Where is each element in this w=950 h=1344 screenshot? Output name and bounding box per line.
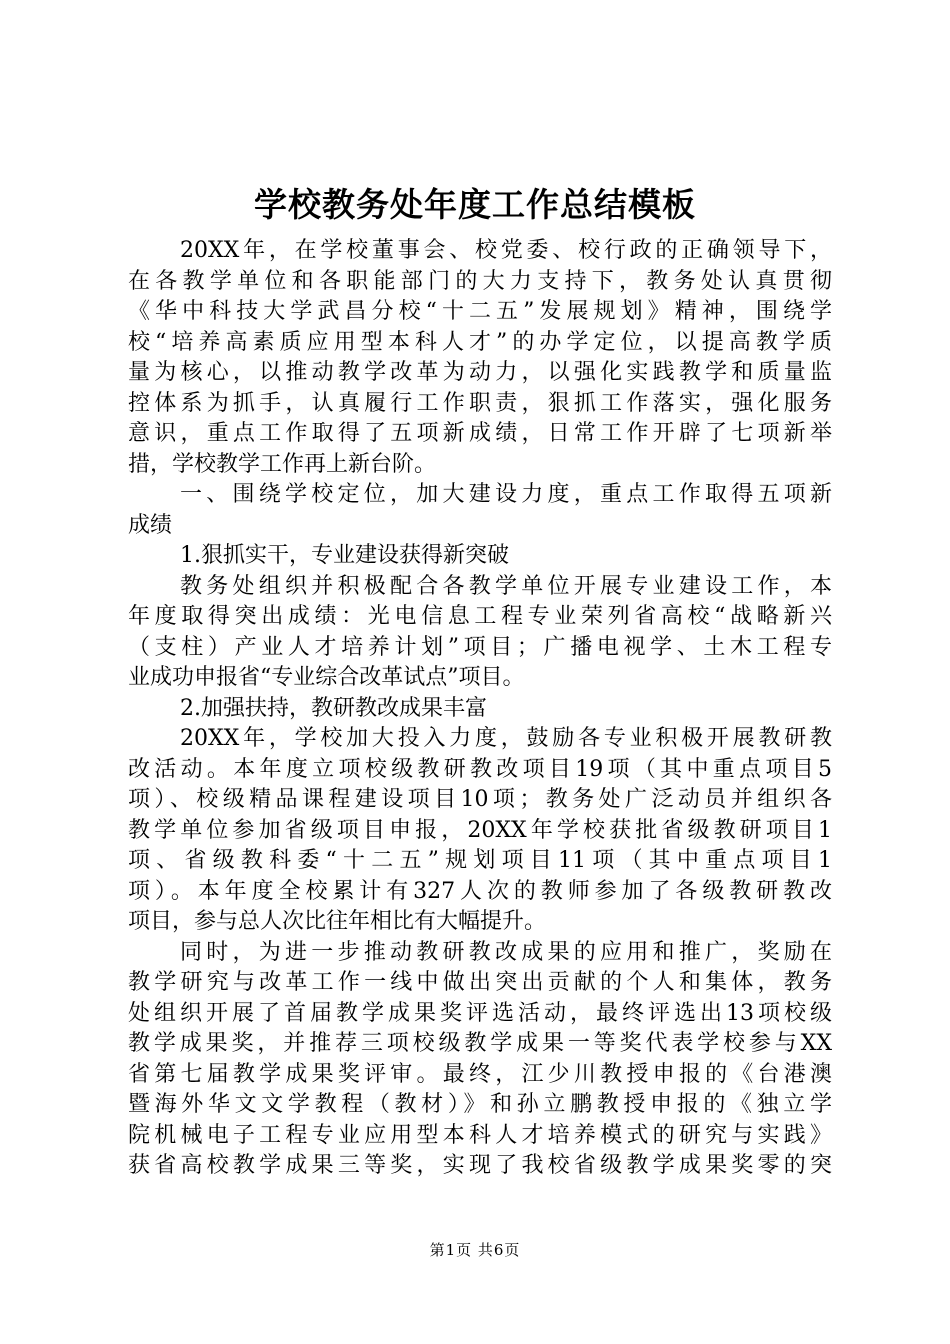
body-line: 同时，为进一步推动教研教改成果的应用和推广，奖励在 (180, 939, 832, 965)
body-line: 处组织开展了首届教学成果奖评选活动，最终评选出13项校级 (128, 1000, 832, 1026)
body-line: 20XX年，在学校董事会、校党委、校行政的正确领导下， (180, 238, 832, 263)
document-body (128, 236, 832, 1182)
body-line: 意识，重点工作取得了五项新成绩，日常工作开辟了七项新举 (128, 421, 832, 446)
body-line: 控体系为抓手，认真履行工作职责，狠抓工作落实，强化服务 (128, 390, 832, 416)
body-line: （支柱）产业人才培养计划”项目；广播电视学、土木工程专 (128, 634, 832, 660)
body-line: 项）。本年度全校累计有327人次的教师参加了各级教研教改 (128, 878, 832, 904)
body-line: 暨海外华文文学教程（教材）》和孙立鹏教授申报的《独立学 (128, 1092, 832, 1117)
section-heading: 成绩 (128, 512, 173, 538)
body-line: 省第七届教学成果奖评审。最终，江少川教授申报的《台港澳 (128, 1061, 832, 1087)
body-line: 量为核心，以推动教学改革为动力，以强化实践教学和质量监 (128, 360, 832, 385)
body-line: 20XX年，学校加大投入力度，鼓励各专业积极开展教研教 (180, 726, 832, 751)
body-line: 在各教学单位和各职能部门的大力支持下，教务处认真贯彻 (128, 268, 832, 294)
body-line: 项、省级教科委“十二五”规划项目11项（其中重点项目1 (128, 848, 832, 873)
body-line: 院机械电子工程专业应用型本科人才培养模式的研究与实践》 (128, 1122, 832, 1148)
section-heading: 一、围绕学校定位，加大建设力度，重点工作取得五项新 (180, 482, 832, 507)
body-line: 年度取得突出成绩：光电信息工程专业荣列省高校“战略新兴 (128, 604, 832, 629)
body-line: 教务处组织并积极配合各教学单位开展专业建设工作，本 (180, 573, 832, 599)
body-line: 项）、校级精品课程建设项目10项；教务处广泛动员并组织各 (128, 787, 832, 812)
body-line: 《华中科技大学武昌分校“十二五”发展规划》精神，围绕学 (128, 299, 832, 324)
body-line: 业成功申报省“专业综合改革试点”项目。 (128, 665, 525, 690)
body-line: 校“培养高素质应用型本科人才”的办学定位，以提高教学质 (128, 329, 832, 355)
body-line: 教学研究与改革工作一线中做出突出贡献的个人和集体，教务 (128, 970, 832, 995)
body-line: 措，学校教学工作再上新台阶。 (128, 451, 437, 477)
subsection-heading: 2.加强扶持，教研教改成果丰富 (180, 695, 487, 721)
document-title: 学校教务处年度工作总结模板 (254, 185, 696, 224)
body-line: 教学单位参加省级项目申报，20XX年学校获批省级教研项目1 (128, 817, 832, 843)
page-number-footer: 第1页 共6页 (429, 1241, 521, 1259)
body-line: 获省高校教学成果三等奖，实现了我校省级教学成果奖零的突 (128, 1153, 832, 1178)
body-line: 教学成果奖，并推荐三项校级教学成果一等奖代表学校参与XX (128, 1031, 832, 1056)
body-line: 项目，参与总人次比往年相比有大幅提升。 (128, 909, 547, 934)
subsection-heading: 1.狠抓实干，专业建设获得新突破 (180, 543, 509, 568)
body-line: 改活动。本年度立项校级教研教改项目19项（其中重点项目5 (128, 756, 832, 782)
